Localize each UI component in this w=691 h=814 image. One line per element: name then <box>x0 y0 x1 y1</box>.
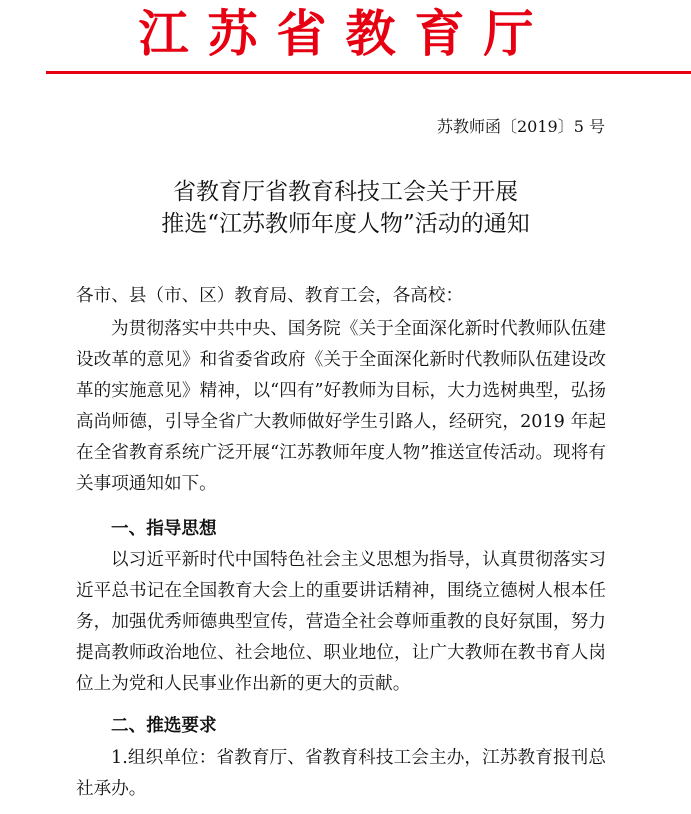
intro-paragraph: 为贯彻落实中共中央、国务院《关于全面深化新时代教师队伍建设改革的意见》和省委省政府《关于全面深化新时代教师队伍建设改革的实施意见》精神，以“四有”好教师为目标，大力选树典型，弘扬高尚师德，引导全省广大教师做好学生引路人，经研究，2019 年起在全省教育系统广泛开展“江苏教师年度人物”推送宣传活动。现将有关事项通知如下。 <box>76 319 606 494</box>
letterhead-red-rule <box>46 71 691 74</box>
document-number: 苏教师函〔2019〕5 号 <box>437 117 605 136</box>
letterhead-agency-name: 江苏省教育厅 <box>138 4 553 63</box>
document-title-line-2: 推选“江苏教师年度人物”活动的通知 <box>161 211 530 237</box>
guiding-thought-paragraph: 以习近平新时代中国特色社会主义思想为指导，认真贯彻落实习近平总书记在全国教育大会上的重要讲话精神，围绕立德树人根本任务，加强优秀师德典型宣传，营造全社会尊师重教的良好氛围，努力提高教师政治地位、社会地位、职业地位，让广大教师在教书育人岗位上为党和人民事业作出新的更大的贡献。 <box>76 550 606 694</box>
requirement-item-1: 1.组织单位：省教育厅、省教育科技工会主办，江苏教育报刊总社承办。 <box>76 748 606 799</box>
salutation: 各市、县（市、区）教育局、教育工会，各高校： <box>76 286 464 306</box>
section-heading-guiding-thought: 一、指导思想 <box>111 518 217 539</box>
document-title-line-1: 省教育厅省教育科技工会关于开展 <box>173 179 518 205</box>
section-heading-requirements: 二、推选要求 <box>111 715 217 736</box>
